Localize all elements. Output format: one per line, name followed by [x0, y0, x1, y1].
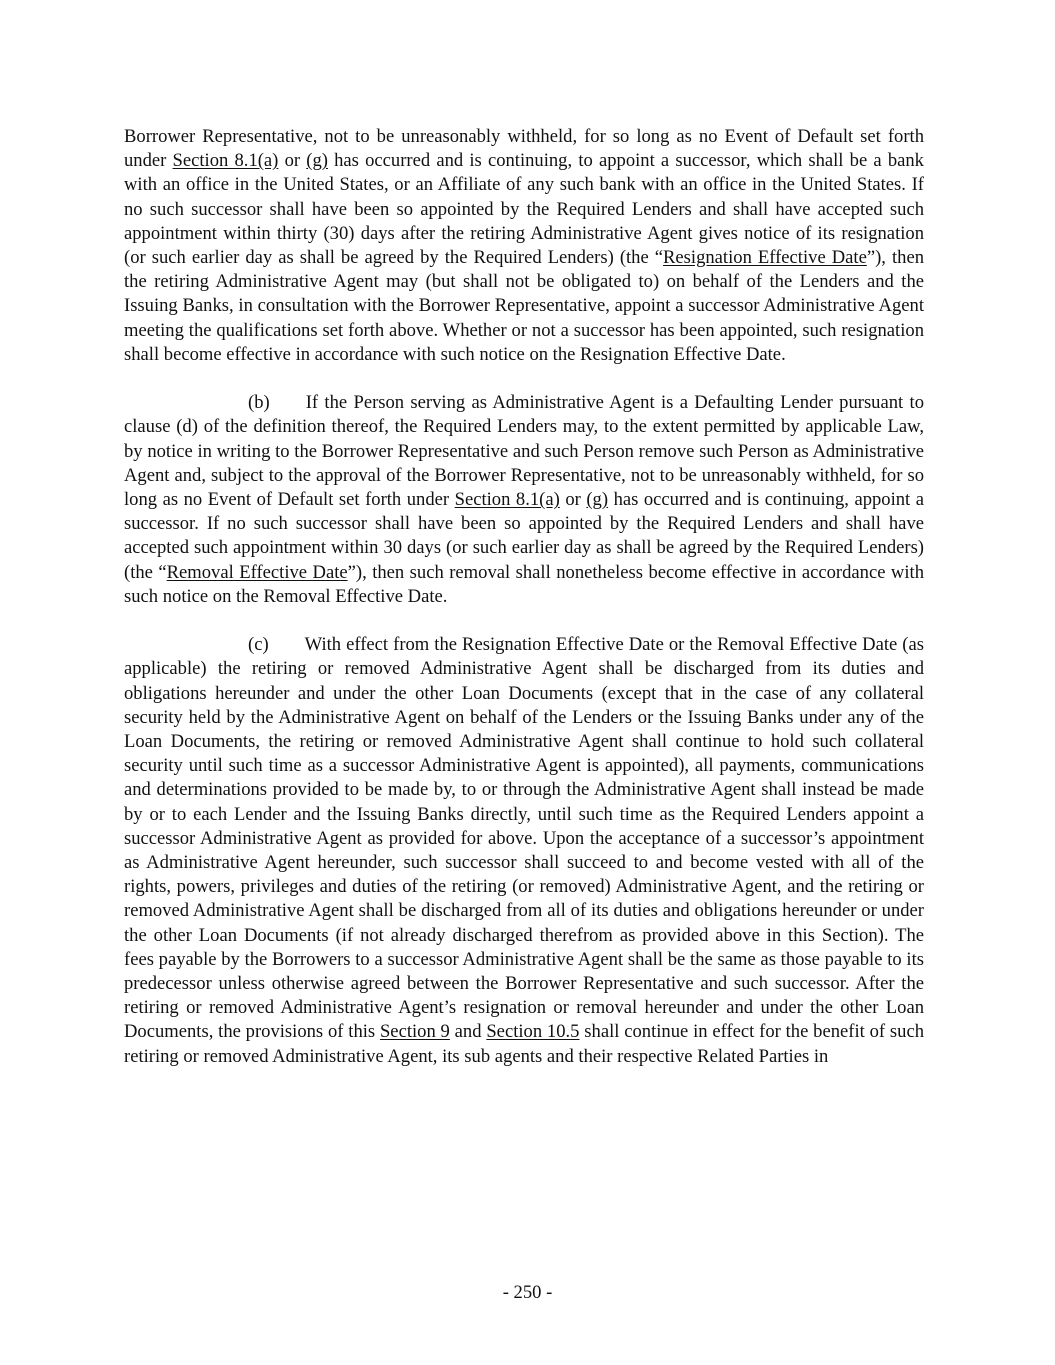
- text: shall continue in effect for the benefit of such retiring or removed Administrative Agent, its sub agents and their respective Related Parties in: [124, 1021, 924, 1067]
- defined-term: Resignation Effective Date: [663, 247, 867, 269]
- text: If the Person serving as Administrative Agent is a Defaulting Lender pursuant to clause (d) of the definition thereof, the Required Lenders may, to the extent permitted by applicable Law, by notice in writing to the Borrower Representative and such Person remove such Person as Administrative Agent and, subject to the approval of the Borrower Representative, not to be unreasonably withheld, for so long as no Event of Default set forth under: [124, 392, 924, 511]
- text: ”), then the retiring Administrative Agent may (but shall not be obligated to) on behalf of the Lenders and the Issuing Banks, in consultation with the Borrower Representative, appoint a successor Administrative Agent meeting the qualifications set forth above. Whether or not a successor has been appointed, such resignation shall become effective in accordance with such notice on the Resignation Effective Date.: [124, 247, 924, 365]
- text: Borrower Representative, not to be unreasonably withheld, for so long as no Event of Default set forth under: [124, 126, 924, 172]
- defined-term: Removal Effective Date: [166, 561, 348, 583]
- text: has occurred and is continuing, to appoint a successor, which shall be a bank with an office in the United States, or an Affiliate of any such bank with an office in the United States. If no such successor shall have been so appointed by the Required Lenders and shall have accepted such appointment within thirty (30) days after the retiring Administrative Agent gives notice of its resignation (or such earlier day as shall be agreed by the Required Lenders) (the “: [124, 150, 924, 269]
- section-reference: Section 9: [379, 1021, 450, 1043]
- clause-reference: (g): [586, 489, 609, 511]
- paragraph-label: (c): [248, 634, 269, 656]
- document-page: [124, 125, 924, 1069]
- section-reference: Section 8.1(a): [454, 489, 560, 511]
- text: With effect from the Resignation Effective Date or the Removal Effective Date (as applicable) the retiring or removed Administrative Agent shall be discharged from its duties and obligations hereunder and under the other Loan Documents (except that in the case of any collateral security held by the Administrative Agent on behalf of the Lenders or the Issuing Banks under any of the Loan Documents, the retiring or removed Administrative Agent shall continue to hold such collateral security until such time as a successor Administrative Agent is appointed), all payments, communications and determinations provided to be made by, to or through the Administrative Agent shall instead be made by or to each Lender and the Issuing Banks directly, until such time as the Required Lenders appoint a successor Administrative Agent as provided for above. Upon the acceptance of a successor’s appointment as Administrative Agent hereunder, such successor shall succeed to and become vested with all of the rights, powers, privileges and duties of the retiring (or removed) Administrative Agent, and the retiring or removed Administrative Agent shall be discharged from all of its duties and obligations hereunder or under the other Loan Documents (if not already discharged therefrom as provided above in this Section). The fees payable by the Borrowers to a successor Administrative Agent shall be the same as those payable to its predecessor unless otherwise agreed between the Borrower Representative and such successor. After the retiring or removed Administrative Agent’s resignation or removal hereunder and under the other Loan Documents, the provisions of this: [124, 634, 924, 1043]
- text: ”), then such removal shall nonetheless become effective in accordance with such notice on the Removal Effective Date.: [124, 561, 924, 607]
- section-reference: Section 8.1(a): [172, 150, 279, 172]
- text: has occurred and is continuing, appoint a successor. If no such successor shall have been so appointed by the Required Lenders and shall have accepted such appointment within 30 days (or such earlier day as shall be agreed by the Required Lenders) (the “: [124, 489, 924, 583]
- text: and: [449, 1021, 487, 1043]
- text: or: [559, 489, 587, 511]
- page-number: - 250 -: [502, 1282, 553, 1303]
- section-reference: Section 10.5: [486, 1021, 580, 1043]
- text: or: [278, 150, 307, 172]
- paragraph-b: [124, 391, 924, 609]
- paragraph-label: (b): [248, 392, 270, 414]
- paragraph-c: [124, 633, 924, 1069]
- paragraph-a-continuation: [124, 125, 924, 367]
- clause-reference: (g): [306, 150, 328, 172]
